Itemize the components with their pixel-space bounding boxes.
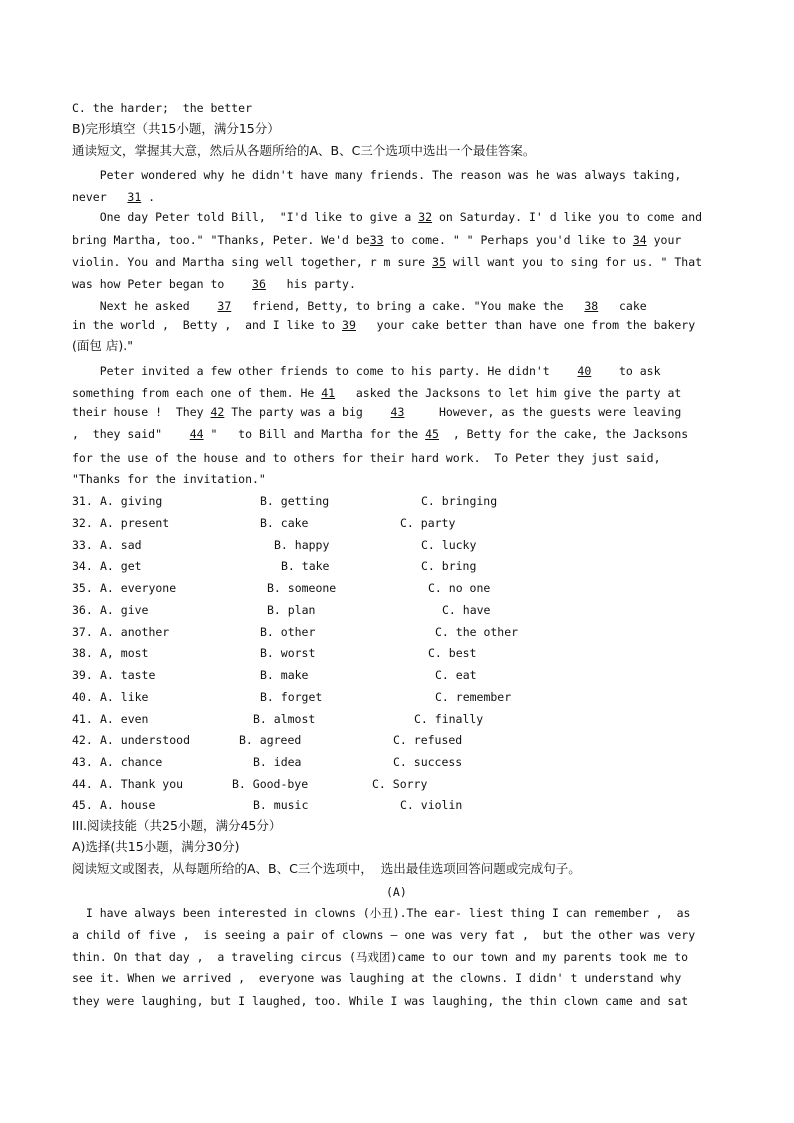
option-b: B. make (260, 668, 309, 682)
blank-32: 32 (418, 210, 433, 224)
option-b: B. someone (267, 581, 337, 595)
option-c: C. eat (435, 668, 477, 682)
passage-a-line: they were laughing, but I laughed, too. While I was laughing, the thin clown came and sat (72, 994, 689, 1008)
option-b: B. forget (260, 690, 323, 704)
option-c: C. have (442, 603, 491, 617)
passage-a-line: thin. On that day , a traveling circus (马戏团)came to our town and my parents took me to (72, 950, 689, 964)
option-b: B. idea (253, 755, 302, 769)
question-number: 39. (72, 668, 93, 682)
blank-31: 31 (127, 190, 142, 204)
option-b: B. music (253, 798, 309, 812)
blank-33: 33 (369, 233, 384, 247)
option-a: A. everyone (100, 581, 177, 595)
option-a: A. Thank you (100, 777, 184, 791)
blank-39: 39 (342, 318, 356, 332)
option-a: A. chance (100, 755, 163, 769)
option-a: A. give (100, 603, 149, 617)
blank-41: 41 (321, 386, 336, 400)
blank-42: 42 (210, 405, 225, 419)
section-b-instructions: 通读短文，掌握其大意，然后从各题所给的A、B、C三个选项中选出一个最佳答案。 (72, 143, 536, 158)
option-a: A, most (100, 646, 149, 660)
question-number: 45. (72, 798, 93, 812)
option-c: C. success (393, 755, 463, 769)
question-number: 33. (72, 538, 93, 552)
passage-line: "Thanks for the invitation." (72, 472, 266, 486)
option-b: B. plan (267, 603, 316, 617)
passage-line: in the world , Betty , and I like to 39 your cake better than have one from the bakery (72, 318, 696, 332)
passage-line: Peter wondered why he didn't have many friends. The reason was he was always taking, (72, 168, 682, 182)
passage-line: for the use of the house and to others for their hard work. To Peter they just said, (72, 451, 661, 465)
option-a: A. giving (100, 494, 163, 508)
passage-line: violin. You and Martha sing well together, r m sure 35 will want you to sing for us. " That (72, 255, 703, 269)
option-a: A. even (100, 712, 149, 726)
option-c: C. bring (421, 559, 477, 573)
option-b: B. other (260, 625, 316, 639)
section-3a-instructions: 阅读短文或图表，从每题所给的A、B、C三个选项中， 选出最佳选项回答问题或完成句子。 (72, 861, 581, 876)
passage-line: never 31 . (72, 190, 156, 204)
option-c: C. no one (428, 581, 491, 595)
question-number: 34. (72, 559, 93, 573)
section-3a-title: A)选择(共15小题，满分30分) (72, 839, 240, 854)
passage-a-line: see it. When we arrived , everyone was laughing at the clowns. I didn' t understand why (72, 971, 682, 985)
question-number: 38. (72, 646, 93, 660)
option-b: B. Good-bye (232, 777, 309, 791)
question-number: 31. (72, 494, 93, 508)
passage-line: bring Martha, too." "Thanks, Peter. We'd be33 to come. " " Perhaps you'd like to 34 your (72, 233, 682, 247)
question-number: 32. (72, 516, 93, 530)
passage-line: (面包 店)." (72, 338, 133, 353)
blank-37: 37 (217, 299, 232, 313)
question-number: 43. (72, 755, 93, 769)
option-a: A. present (100, 516, 170, 530)
option-c: C. lucky (421, 538, 477, 552)
blank-36: 36 (252, 277, 266, 291)
question-number: 37. (72, 625, 93, 639)
option-b: B. getting (260, 494, 330, 508)
section-3-title: III.阅读技能（共25小题，满分45分） (72, 818, 282, 833)
option-c: C. the other (435, 625, 519, 639)
passage-line: , they said" 44 " to Bill and Martha for the 45 , Betty for the cake, the Jacksons (72, 427, 689, 441)
option-b: B. worst (260, 646, 316, 660)
passage-label: (A) (386, 885, 407, 899)
option-a: A. house (100, 798, 156, 812)
passage-line: Peter invited a few other friends to come to his party. He didn't 40 to ask (72, 364, 661, 378)
passage-line: something from each one of them. He 41 asked the Jacksons to let him give the party at (72, 386, 682, 400)
option-line-c: C. the harder; the better (72, 101, 253, 115)
blank-43: 43 (390, 405, 405, 419)
passage-line: was how Peter began to 36 his party. (72, 277, 356, 291)
option-a: A. another (100, 625, 170, 639)
option-b: B. agreed (239, 733, 302, 747)
option-c: C. refused (393, 733, 463, 747)
option-b: B. almost (253, 712, 316, 726)
question-number: 42. (72, 733, 93, 747)
option-c: C. finally (414, 712, 484, 726)
option-c: C. Sorry (372, 777, 428, 791)
option-c: C. bringing (421, 494, 498, 508)
option-a: A. sad (100, 538, 142, 552)
question-number: 41. (72, 712, 93, 726)
passage-a-line: I have always been interested in clowns (小丑).The ear- liest thing I can remember , as (72, 906, 691, 920)
option-b: B. cake (260, 516, 309, 530)
question-number: 36. (72, 603, 93, 617)
blank-44: 44 (189, 427, 204, 441)
option-c: C. remember (435, 690, 512, 704)
blank-40: 40 (577, 364, 592, 378)
question-number: 40. (72, 690, 93, 704)
blank-35: 35 (432, 255, 446, 269)
passage-line: Next he asked 37 friend, Betty, to bring a cake. "You make the 38 cake (72, 299, 647, 313)
option-c: C. violin (400, 798, 463, 812)
option-a: A. like (100, 690, 149, 704)
option-a: A. get (100, 559, 142, 573)
option-b: B. take (281, 559, 330, 573)
question-number: 44. (72, 777, 93, 791)
blank-34: 34 (632, 233, 647, 247)
blank-38: 38 (584, 299, 599, 313)
option-a: A. understood (100, 733, 191, 747)
section-b-title: B)完形填空（共15小题，满分15分） (72, 121, 280, 136)
question-number: 35. (72, 581, 93, 595)
passage-a-line: a child of five , is seeing a pair of clowns — one was very fat , but the other was very (72, 928, 696, 942)
option-b: B. happy (274, 538, 330, 552)
passage-line: their house ! They 42 The party was a big 43 However, as the guests were leaving (72, 405, 682, 419)
option-a: A. taste (100, 668, 156, 682)
option-c: C. best (428, 646, 477, 660)
passage-line: One day Peter told Bill, "I'd like to give a 32 on Saturday. I' d like you to come and (72, 210, 703, 224)
blank-45: 45 (425, 427, 439, 441)
option-c: C. party (400, 516, 456, 530)
